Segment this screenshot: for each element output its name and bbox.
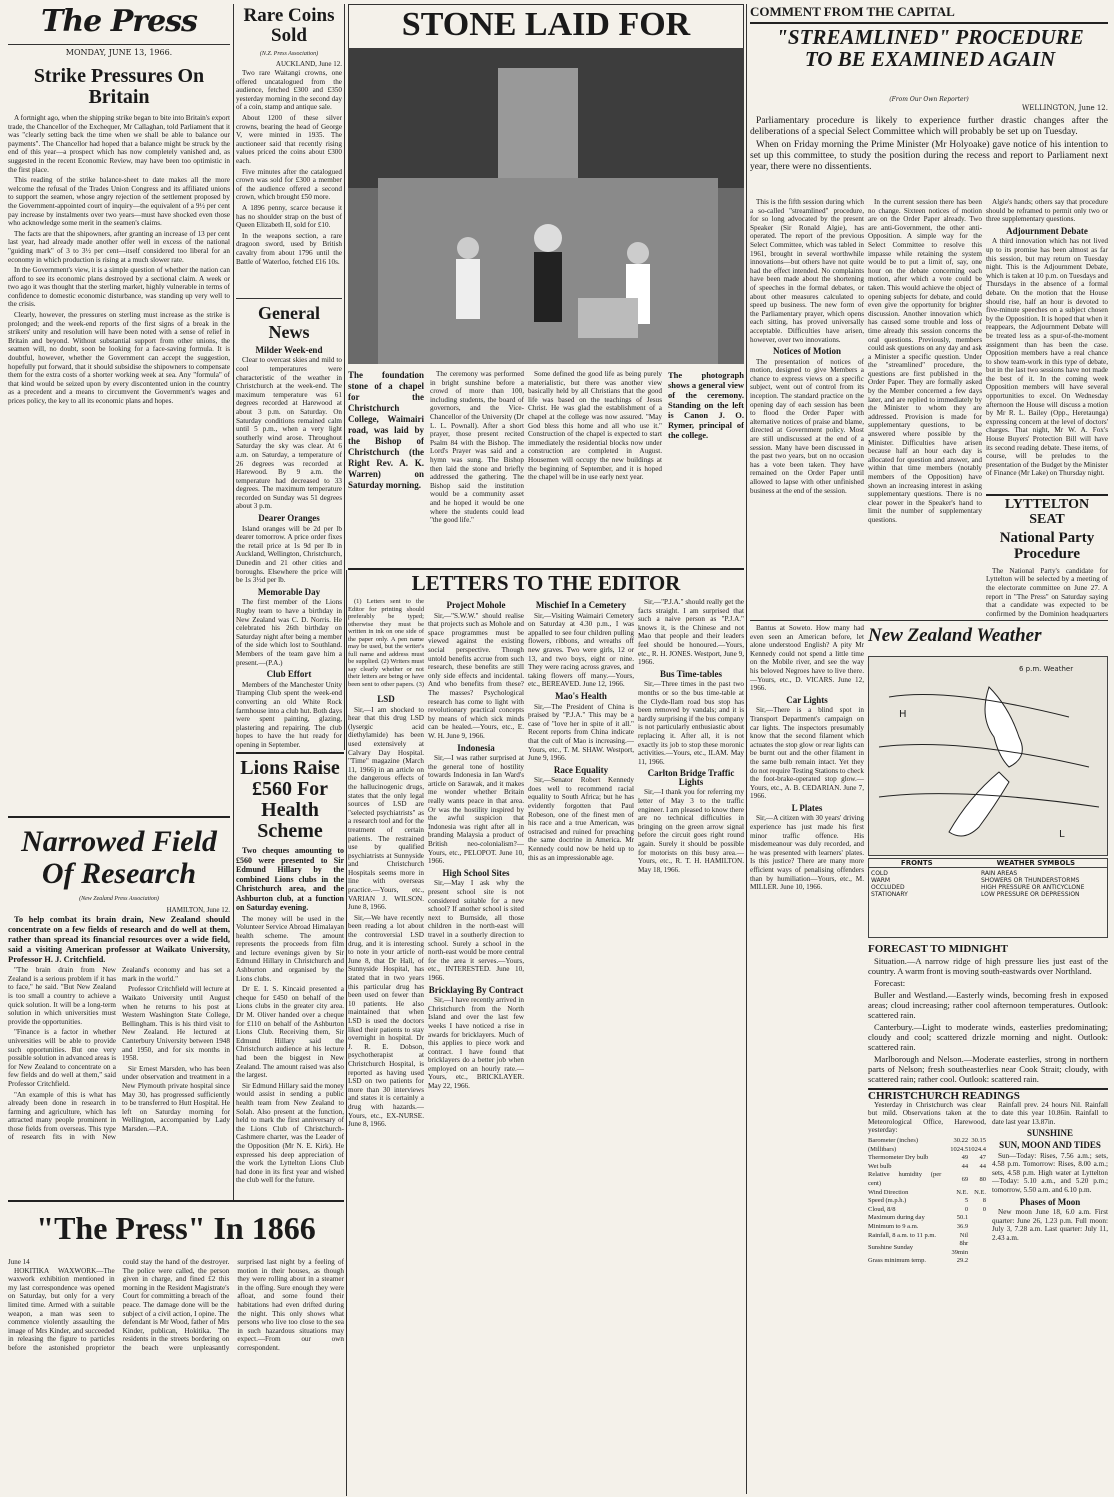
readings-row: [868, 1197, 986, 1206]
readings-row: [868, 1154, 986, 1163]
readings-cell: (Millibars): [868, 1145, 897, 1153]
letter-text: Sir,—We have recently been reading a lot about the controversial LSD drug, and it is interesting to note in your article of June 8, that Dr Hall, of Sunnyside Hospital, has stated that in two years this particular drug has been used on fewer than 10 patients. He also maintained that when LSD is used the doctors liked their patients to stay overnight in hospital. Dr J. R. E. Dobson, psychotherapist at Christchurch Hospital, is reported as having used LSD on two patients for more than 30 interviews and states it is certainly a drug with hazards.—Yours, etc., EX-NURSE. June 8, 1966.: [348, 913, 424, 1129]
readings-headline: CHRISTCHURCH READINGS: [868, 1092, 1020, 1102]
strike-para: Clearly, however, the pressures on sterling must increase as the strike is prolonged; and the week-end reports of the first signs of a break in the strikers' unity and resolution will have been noted with a sense of relief in Britain and beyond. Without substantial support from other unions, the seamen will, no doubt, soon be looking for a face-saving formula. It is doubtful, however, whether the Government can accept the suggestion, hopefully put forward, that it should subsidise the shipowners to compensate them for the extra costs of a shorter working week at sea. Any "formula" of that kind would be seized upon by every discontented union in the country as a precedent and a means to circumvent the Government's wages and prices policy, the key to all its economic plans and hopes.: [8, 311, 230, 405]
research-para: Professor Critchfield will lecture at Waikato University until August when he returns to his post at Western Washington State College, Bellingham. This is his third visit to New Zealand. He lectured at Canterbury University between 1948 and 1950, and for six months in 1958.: [122, 985, 230, 1063]
capital-dateline: WELLINGTON, June 12.: [1022, 104, 1108, 112]
coins-headline: Rare Coins Sold: [243, 5, 335, 46]
capital-credit: (From Our Own Reporter): [889, 96, 969, 103]
letter-text: Sir,—I have recently arrived in Christchurch from the North Island and over the last few weeks I have noticed a rise in awards for bricklayers. Much of this applies to piece work and contract. I have found that bricklayers do a better job when employed on an hourly rate.—Yours, etc., BRICKLAYER. May 22, 1966.: [428, 996, 524, 1091]
front-item: WARM: [871, 877, 891, 884]
front-item: STATIONARY: [871, 891, 908, 898]
capital-col2: [868, 198, 982, 618]
capital-text: Algie's hands; others say that procedure should be reframed to permit only two or three supplementary questions.: [986, 198, 1108, 224]
readings-row: [868, 1232, 986, 1241]
research-article: [8, 820, 230, 1196]
sun-text: Sun—Today: Rises, 7.56 a.m.; sets, 4.58 p.m. Tomorrow: Rises, 8.00 a.m.; sets, 4.58 p.m. High water at Lyttelton—Today: 5.10 a.m., and 5.20 p.m.; tomorrow, 5.50 a.m. and 6.10 p.m.: [992, 1151, 1108, 1194]
weather-symbols: [868, 858, 1108, 938]
press1866-headline: "The Press" In 1866: [36, 1210, 316, 1246]
strike-para: In the Government's view, it is a simple question of whether the nation can afford to see its economic plans destroyed by a sectional claim. A week or two ago it was thought that the sterling market, highly vulnerable in terms of confidence to domestic economic disturbance, was standing up very well to the crisis.: [8, 266, 230, 309]
strike-para: A fortnight ago, when the shipping strike began to bite into Britain's export trade, the Chancellor of the Exchequer, Mr Callaghan, told Parliament that it was "clearly setting back the time when we shall be able to balance our payments". The Chancellor had hoped that a balance might be struck by the end of this year—a prospect which has now completely vanished and, as suggested in the recent Economic Review, may have been too optimistic in the first place.: [8, 114, 230, 174]
capital-text: This is the fifth session during which a so-called "streamlined" procedure, for so long advocated by the present Speaker (Sir Ronald Algie), has operated. The report of the previous Select Committee, which was tabled in 1961, brought in several worthwhile innovations—but others have not quite had the effect intended. No complaints have been made about the shortening of speeches in the formal debates, or about other measures calculated to speed up business. The new form of the Parliamentary prayer, which opens each sitting, has proved universally acceptable. Difficulties have arisen, however, over two innovations.: [750, 198, 864, 344]
strike-para: The facts are that the shipowners, after granting an increase of 13 per cent last year, had already made another offer well in excess of the national "guiding mark" of 3 to 3½ per cent—itself considered too liberal for an economy in which production is rising at a much slower rate.: [8, 229, 230, 264]
news-item-title: Club Effort: [266, 669, 312, 680]
letter-text: Sir,—"P.J.A." should really get the facts straight. I am surprised that such a naive person as "P.J.A." knows it, is the Chinese and not Mao that people and their leaders feel should be honoured.—Yours, etc., R. H. JONES. Westport, June 9, 1966.: [638, 598, 744, 667]
readings-cell: Nil: [959, 1231, 969, 1239]
readings-cell: N.E.: [956, 1188, 969, 1196]
map-title: 6 p.m. Weather: [1019, 665, 1074, 673]
news-item-title: Memorable Day: [257, 586, 321, 597]
readings-row: [868, 1189, 986, 1198]
svg-text:H: H: [899, 709, 907, 720]
general-news: [236, 302, 342, 750]
weather-headline: New Zealand Weather: [868, 625, 1042, 646]
forecast-region: Buller and Westland.—Easterly winds, becoming fresh in exposed areas; cloud increasing; rather cool afternoon temperatures. Outlook: scattered rain.: [868, 990, 1108, 1020]
research-para: "The brain drain from New Zealand is a serious problem if it has to face," he said. "But New Zealand is too small a country to achieve a quick solution. It will be a long-term solution in which universities must provide the opportunities.: [8, 966, 116, 1026]
readings-table: [868, 1137, 986, 1266]
chapel-text: The ceremony was performed in bright sunshine before a crowd of more than 100, including students, the board of governors, and the Vice-Chancellor of the University (Dr L. L. Pownall). After a short prayer, those present recited Psalm 84 with the Bishop. The Lord's Prayer was said and a hymn was sung. The Bishop then laid the stone and briefly addressed the gathering. The Bishop said the institution would be a community asset and he hoped it would be one where the students could lead "the good life.": [430, 370, 524, 525]
chapel-photo-caption-text: The photograph shows a general view of the ceremony. Standing on the left is Canon J. O. Rymer, principal of the college.: [668, 370, 744, 440]
lyttelton-headline: National Party Procedure: [999, 530, 1095, 563]
lions-para: The money will be used in the Volunteer Service Abroad Himalayan health scheme. The amount represents the proceeds from film and lecture evenings given by Sir Edmund Hillary in Christchurch and Ashburton and organised by the Lions clubs.: [236, 914, 344, 983]
readings-cell: Minimum to 9 a.m.: [868, 1222, 919, 1230]
news-item-title: Milder Week-end: [255, 344, 323, 355]
coins-credit: (N.Z. Press Association): [259, 50, 319, 57]
forecast-region: Marlborough and Nelson.—Moderate easterlies, strong in northern parts of Nelson; fresh southeasterlies near Cook Strait; cloudy, with scattered rain; rather cool. Outlook: scattered rain.: [868, 1054, 1108, 1084]
coins-para: A 1896 penny, scarce because it has no shoulder strap on the bust of Queen Elizabeth II, sold for £10.: [236, 203, 342, 230]
letter-title: LSD: [377, 694, 395, 704]
readings-cell: Sunshine Sunday: [868, 1244, 913, 1252]
letter-title: High School Sites: [442, 867, 510, 878]
letter-title: L Plates: [791, 802, 823, 813]
research-headline: Narrowed Field Of Research: [21, 825, 217, 890]
capital-kicker: COMMENT FROM THE CAPITAL: [750, 4, 1108, 24]
phases-title: Phases of Moon: [1019, 1196, 1081, 1207]
readings-intro: Yesterday in Christchurch was clear but mild. Observations taken at the Meteorological Office, Harewood, yesterday:: [868, 1100, 986, 1135]
news-item-title: Dearer Oranges: [258, 513, 320, 524]
press1866-dateline: June 14: [8, 1258, 30, 1266]
forecast-region: Canterbury.—Light to moderate winds, easterlies predominating; cloudy and cool; scattered drizzle morning and night. Outlook: scattered rain.: [868, 1022, 1108, 1052]
readings-cell: Wet bulb: [868, 1162, 892, 1170]
symbol-item: SHOWERS OR THUNDERSTORMS: [981, 877, 1080, 884]
letter-text: Bantus at Soweto. How many had even seen an American before, let alone understood English? A pity Mr Kennedy could not spend a little time on the Mobile river, and see the way his beloved Negroes have to live there.—Yours, etc., D. VICARS. June 12, 1966.: [750, 624, 864, 693]
letter-title: Race Equality: [553, 764, 609, 775]
strike-para: This reading of the strike balance-sheet to date makes all the more welcome the refusal of the Trades Union Congress and its affiliated unions to support the seamen, whose angry rejection of the settlement proposed by the Government-appointed court of inquiry—the equivalent of a 9½ per cent pay increase by instalments over two years—must have shocked even those who acknowledge some merit in the seamen's claims.: [8, 176, 230, 228]
readings-row: [868, 1171, 986, 1188]
forecast: [868, 944, 1108, 1084]
readings-cell: 1024.5: [950, 1145, 969, 1153]
letter-title: Indonesia: [457, 742, 495, 753]
letters-rules: [348, 598, 424, 688]
chapel-text: Some defined the good life as being purely materialistic, but there was another view basically held by all Christians that the good life was based on the teachings of Jesus Christ. He was glad the establishment of a chapel at the college was now assured. "May God bless this home and all who use it." Construction of the chapel is expected to start immediately the residential blocks now under construction are completed in August. Housemen will occupy the new buildings at the beginning of September, and it is hoped the chapel will be in use early next year.: [528, 370, 662, 482]
readings-row: [868, 1257, 986, 1266]
phases-text: New moon June 18, 6.0 a.m. First quarter: June 26, 1.23 p.m. Full moon: July 3, 7.28 a.m. Last quarter: July 11, 2.43 a.m.: [992, 1208, 1108, 1242]
strike-article: [8, 62, 230, 814]
capital-col3: [986, 198, 1108, 492]
readings-cell: Rainfall, 8 a.m. to 11 p.m.: [868, 1231, 936, 1239]
symbol-item: HIGH PRESSURE OR ANTICYCLONE: [981, 884, 1085, 891]
lions-lead: Two cheques amounting to £560 were presented to Sir Edmund Hillary by the combined Lions clubs in the Christchurch area, and the Ashburton club, at a function on Saturday evening.: [236, 846, 344, 912]
front-item: COLD: [871, 870, 888, 877]
readings-cell: 47: [979, 1154, 986, 1162]
readings-cell: 44: [961, 1162, 969, 1170]
lyttelton-kicker: LYTTELTON SEAT: [1004, 498, 1090, 527]
chapel-caption: [348, 370, 424, 566]
chapel-ceremony-image: [348, 48, 744, 364]
readings-cell: 80: [979, 1175, 986, 1183]
chapel-col1: [430, 370, 524, 566]
capital-headline: "STREAMLINED" PROCEDURE TO BE EXAMINED AGAIN: [776, 25, 1084, 72]
masthead: [8, 4, 230, 60]
letter-text: Sir,—A citizen with 30 years' driving experience has just made his first minor traffic offence. His misdemeanour was duly recorded, and he was presented with learners' plates. Is this justice? There are many more efficient ways of penalising offenders than by humiliation—Yours, etc., M. MILLER. June 10, 1966.: [750, 814, 864, 892]
sunshine-title: SUNSHINE: [1026, 1128, 1073, 1139]
forecast-situation: Situation.—A narrow ridge of high pressure lies just east of the country. A warm front is moving south-eastwards over Northland.: [868, 956, 1108, 976]
readings-cell: 69: [961, 1175, 969, 1183]
readings-cell: [968, 1223, 986, 1232]
letters-block-left: [348, 692, 424, 1492]
readings-cell: [968, 1214, 986, 1223]
front-item: OCCLUDED: [871, 884, 905, 891]
svg-text:L: L: [1059, 829, 1065, 840]
chapel-caption-text: The foundation stone of a chapel for the Christchurch College, Waimairi road, was laid by the Bishop of Christchurch (the Right Rev. A. K. Warren) on Saturday morning.: [348, 370, 424, 490]
general-news-headline: General News: [258, 303, 320, 342]
letter-text: Sir,—Three times in the past two months or so the bus time-table at the Clyde-Ilam road bus stop has been removed by vandals; and it is hardly surprising if the bus company is not particularly enthusiastic about replacing it. After all, it is not exactly its job to stop these moronic activities.—Yours, etc., ILAM. May 11, 1966.: [638, 680, 744, 766]
readings-cell: 8: [982, 1197, 986, 1205]
letter-title: Mischief In a Cemetery: [535, 600, 627, 610]
strike-headline: Strike Pressures On Britain: [33, 65, 205, 108]
readings-row: [868, 1137, 986, 1146]
letter-text: Sir,—Senator Robert Kennedy does well to recommend racial equality to South Africa; but he has evidently forgotten that Paul Robeson, one of the finest men of his race and a true American, was ostracised and ruined for preaching the same doctrine in America. Mr Kennedy could now be held up to this as an impressionable age.: [528, 776, 634, 862]
readings-cell: 0: [964, 1205, 969, 1213]
research-credit: (New Zealand Press Association): [79, 896, 159, 902]
letters-block-3: [528, 598, 634, 1492]
letter-text: Sir,—The President of China is praised by "P.J.A." This may be a case of "love her in spite of it all." Recent reports from China indicate that the cult of Mao is increasing.—Yours, etc., T. M. SHAW. Westport, June 9, 1966.: [528, 702, 634, 763]
capital-text: In the current session there has been no change. Sixteen notices of motion are on the Order Paper already. Two are anti-Government, the other anti-Opposition. A simple way for the Select Committee to resolve this impasse while retaining the system would be to put a limit of, say, one hour on the debate concerning each motion, after which a vote could be taken. This would achieve the object of opening subjects for debate, and could even give the opportunity for brighter discussion. Another innovation which has caused some trouble and loss of time already this session concerns the oral questions. Previously, members could ask questions on any day and ask a Minister a specific question. Under the "streamlined" procedure, the questions are first published in the Order Paper. They are formally asked by the Member concerned a few days later, and are replied to immediately by the Minister to whom they are addressed. Provision is made for supplementary questions, to be answered where possible by the Minister. Difficulties have arisen because half an hour each day is allocated for question and answer, and within that time members (notably members of the Opposition) have shown an increasing interest in asking supplementary questions. There is no clear power in the Speaker's hand to limit the number of supplementary questions.: [868, 198, 982, 524]
letter-text: Sir,—I am shocked to hear that this drug LSD (lysergic acid diethylamide) has been used extensively at Calvary Day Hospital. "Time" magazine (March 11, 1966) in an article on the dangerous effects of the hallucinogenic drugs, states that the only legal sources of LSD are "selected psychiatrists" as a research tool and for the treatment of certain patients. The restrained use by qualified psychiatrists at Sunnyside and Christchurch Hospitals seems more in line with overseas practice.—Yours, etc., VARIAN J. WILSON. June 8, 1966.: [348, 705, 424, 912]
readings-cell: [968, 1232, 986, 1241]
symbols-label: WEATHER SYMBOLS: [996, 859, 1076, 867]
readings-cell: N.E.: [974, 1188, 986, 1196]
letter-title: Mao's Health: [555, 690, 607, 701]
research-para: Sir Ernest Marsden, who has been under observation and treatment in a New Plymouth private hospital since May 30, has progressed sufficiently to be transferred to Hutt Hospital. He left on Saturday morning for Wellington, accompanied by Lady Marsden.—P.A.: [122, 1064, 230, 1133]
sun-title: SUN, MOON AND TIDES: [999, 1139, 1101, 1150]
letter-text: Sir,—May I ask why the present school site is not considered suitable for a new school? If another school is sited next to Burnside, all those children in the north-east will travel in a southerly direction to school. Surely a school in the north-east would be more central for the area it serves.—Yours, etc., INTERESTED. June 10, 1966.: [428, 879, 524, 982]
weather-map: [868, 656, 1108, 856]
readings-cell: 0: [982, 1205, 986, 1213]
capital-text: The presentation of notices of motion, designed to give Members a chance to express views on a specific subject, went out of control from its inception. The standard practice on the opening day of each session has been to flood the Order Paper with alternative notices of praise and blame, directed at Government policy. Most are still undiscussed at the end of a session. Many have been discussed in the past two years, but on no occasion has a vote been taken. They have remained on the Order Paper until allowed to lapse with other unfinished business at the end of the session.: [750, 357, 864, 495]
readings-cell: 44: [979, 1162, 986, 1170]
capital-lead: [750, 116, 1108, 196]
nz-map-image: [869, 657, 1107, 855]
symbol-item: LOW PRESSURE OR DEPRESSION: [981, 891, 1080, 898]
research-lead: To help combat its brain drain, New Zealand should concentrate on a few fields of research and do well at them, rather than spread its financial resources over a wide field, said a visiting American professor at Waikato University, Professor H. J. Critchfield.: [8, 914, 230, 965]
readings-row: [868, 1223, 986, 1232]
chapel-col2: [528, 370, 662, 566]
lyttelton-article: [986, 498, 1108, 618]
readings-cell: 29.2: [956, 1257, 969, 1265]
readings-cell: 30.15: [971, 1136, 986, 1144]
chapel-headline: STONE LAID FOR: [348, 4, 744, 81]
letter-title: Bus Time-tables: [660, 668, 722, 679]
letter-title: Project Mohole: [446, 600, 506, 610]
coins-para: Two rare Waitangi crowns, one offered uncatalogued from the audience, fetched £300 and £350 yesterday morning in the second day of a coin, stamp and antique sale.: [236, 69, 342, 112]
capital-text: A third innovation which has not lived up to its promise has been almost as far this session, but may return on Tuesday night. This is the Adjournment Debate, which is taken at 10 p.m. on Tuesdays and Thursdays in the absence of a formal debate. On the motion that the House should rise, half an hour is devoted to five-minute speeches on a subject chosen by the Opposition. It is hoped that when it reappears, the Adjournment Debate will be treated less as a spur-of-the-moment assignment than has been the case. Opposition members have a real chance to show team-work in this type of debate, but in the last two sessions have not made the best of it. In the coming week Opposition members will have several opportunities to excel. On Wednesday afternoon the House will discuss a motion by Mr R. L. Bailey (Opp., Heretaunga) expressing concern at the level of doctors' charges. That night, Mr W. A. Fox's House Buyers' Protection Bill will have its second reading debate. These items, of course, will be preludes to the presentation of the Budget by the Minister of Finance (Mr Lake) on Thursday night.: [986, 237, 1108, 478]
letters-rules-text: (1) Letters sent to the Editor for printing should preferably be typed; otherwise they must be written in ink on one side of the paper only. A pen name may be used, but the writer's full name and address must be supplied. (2) Writers must say clearly whether or not their letters are being or have been sent to other papers. (3): [348, 598, 424, 688]
research-dateline: HAMILTON, June 12.: [166, 905, 230, 914]
readings: [868, 1092, 1108, 1494]
lions-headline: Lions Raise £560 For Health Scheme: [240, 757, 340, 842]
readings-row: [868, 1240, 986, 1257]
letter-title: Carlton Bridge Traffic Lights: [647, 768, 735, 787]
masthead-title: The Press: [41, 4, 197, 39]
readings-cell: Relative humidity (per cent): [868, 1171, 942, 1187]
coins-para: Five minutes after the catalogued crown was sold for £300 a member of the audience offered a second crown, which brought £50 more.: [236, 167, 342, 202]
readings-cell: Barometer (inches): [868, 1136, 918, 1144]
press1866-article: [8, 1258, 344, 1494]
readings-cell: 50.1: [956, 1214, 969, 1222]
readings-cell: 8hr 39min: [951, 1240, 969, 1256]
readings-cell: [968, 1257, 986, 1266]
news-item-text: Members of the Manchester Unity Tramping Club spent the week-end converting an old White Rock farmhouse into a club hut. Both days were spent painting, glazing, plastering and repairing. The club hopes to have the hut ready for opening in September.: [236, 680, 342, 749]
readings-row: [868, 1146, 986, 1155]
lions-para: Sir Edmund Hillary said the money would assist in sending a public health team from New Zealand to Solah. Also present at the function, held to mark the first anniversary of the Lions Club of Christchurch-Cashmere charter, was the Leader of the Opposition (Mr N. E. Kirk). He expressed his deep appreciation of the work the Lyttelton Lions Club had done in its first year and wished the club well for the future.: [236, 1081, 344, 1185]
coins-article: [236, 4, 342, 296]
readings-cell: Speed (m.p.h.): [868, 1197, 907, 1205]
news-item-text: Clear to overcast skies and mild to cool temperatures were characteristic of the weather in Christchurch at the week-end. The maximum temperature was 61 degrees recorded at Harewood at about 3 p.m. on Saturday. On Saturday conditions remained calm until 5 p.m., when a very light southerly wind arose. Throughout Saturday the sky was clear. At 6 a.m. on Saturday, a temperature of 26 degrees was recorded at Harewood. By 9 a.m. the temperature had decreased to 33 degrees. The maximum temperature recorded on Sunday was 51 degrees about 3 p.m.: [236, 356, 342, 511]
lions-para: Dr E. I. S. Kincaid presented a cheque for £450 on behalf of the Lions clubs in the greater city area. Dr M. Oliver handed over a cheque for £110 on behalf of the Ashburton Lions Club. Receiving them, Sir Edmund Hillary said the Christchurch audience at his lecture had been the biggest in New Zealand. The amount raised was also the largest.: [236, 985, 344, 1080]
letter-text: Sir,—I was rather surprised at the general tone of hostility towards Indonesia in Ian Ward's article on Sarawak, and it makes me wonder whether Britain really wants peace in that area. Or was the hostility inspired by the awful suspicion that Indonesia was right after all in branding Malaysia a product of British neo-colonialism?—Yours, etc., PELOPOT. June 10, 1966.: [428, 754, 524, 866]
letter-text: Sir,—There is a blind spot in Transport Department's campaign on car lights. The inspectors presumably know that the second filament which actuates the stop glow or rear lights can be burnt out and the other filament in the same bulb remain intact. Yet they do not require Testing Stations to check the foot-brake-operated stop glow.—Yours, etc., A. B. CEDARIAN. June 7, 1966.: [750, 706, 864, 801]
letter-text: Sir,—Visiting Waimairi Cemetery on Saturday at 4.30 p.m., I was appalled to see four children pulling flowers, ribbons, and wreaths off new graves. Two were girls, 12 or 13, and two boys, eight or nine. They were racing across graves, and taking flowers off many.—Yours, etc., BEREAVED. June 12, 1966.: [528, 611, 634, 689]
readings-cell: Maximum during day: [868, 1214, 925, 1222]
capital-subhead: Notices of Motion: [773, 346, 841, 357]
letter-text: Sir,—I thank you for referring my letter of May 3 to the traffic engineer. I am pleased to know there are no technical difficulties in bringing on the green arrow signal before the circuit goes right round again. Surely it should be possible for motorists on this busy area.—Yours, etc., R. T. H. HAMILTON. May 18, 1966.: [638, 788, 744, 874]
readings-cell: 5: [964, 1197, 969, 1205]
capital-lead2-text: When on Friday morning the Prime Minister (Mr Holyoake) gave notice of his intention to set up this committee, to study the position during the recess and report to Parliament next year, there were no dissentients.: [750, 140, 1108, 172]
forecast-label: Forecast:: [874, 978, 906, 988]
readings-cell: 1024.4: [968, 1145, 986, 1153]
coins-para: About 1200 of these silver crowns, bearing the head of George V, were minted in 1935. The auctioneer said that recently rising values priced the coins about £300 each.: [236, 114, 342, 165]
letter-title: Car Lights: [786, 694, 828, 705]
letters-right-col: [750, 624, 864, 1494]
lions-article: [236, 756, 344, 1196]
capital-lead-text: Parliamentary procedure is likely to experience further drastic changes after the deliberations of a special Select Committee which will probably be set up on Tuesday.: [750, 116, 1108, 137]
readings-cell: Grass minimum temp.: [868, 1257, 926, 1265]
readings-cell: 36.9: [956, 1222, 969, 1230]
letters-block-2: [428, 598, 524, 1492]
readings-cell: 49: [961, 1154, 969, 1162]
forecast-title: FORECAST TO MIDNIGHT: [868, 944, 1008, 955]
readings-cell: Thermometer Dry bulb: [868, 1154, 929, 1162]
symbol-item: RAIN AREAS: [981, 870, 1018, 877]
letter-text: Sir,—"S.W.W." should realise that projects such as Mohole and space programmes must be viewed against the existing social perspective. Though untold benefits accrue from such research, these benefits are still only side effects and incidental. And who benefits from these? The masses? Psychological research has come to light with revolutionary practical concepts by means of which sick minds can be healed.—Yours, etc., E. W. H. June 9, 1966.: [428, 611, 524, 740]
readings-cell: Cloud, 8/8: [868, 1205, 896, 1213]
news-item-text: The first member of the Lions Rugby team to have a birthday in New Zealand was C. D. Norris. He celebrated his 26th birthday on Saturday night after being a member of the side which lost to Southland. Members of the team gave him a present.—(P.A.): [236, 598, 342, 667]
chapel-photo-caption: [668, 370, 744, 566]
readings-cell: [968, 1240, 986, 1257]
letter-title: Bricklaying By Contract: [428, 984, 524, 995]
fronts-label: FRONTS: [900, 859, 933, 867]
capital-col1: [750, 198, 864, 618]
readings-cell: 30.22: [953, 1136, 969, 1144]
capital-subhead: Adjournment Debate: [1006, 225, 1088, 236]
letters-block-4: [638, 598, 744, 1492]
coins-para: In the weapons section, a rare dragoon sword, used by British cavalry from about 1796 until the Battle of Waterloo, fetched £16 10s.: [236, 231, 342, 266]
readings-row: [868, 1163, 986, 1172]
readings-row: [868, 1206, 986, 1215]
coins-dateline: AUCKLAND, June 12.: [275, 60, 342, 69]
research-para: "Finance is a factor in whether universities will be able to provide such opportunities. But one very possible solution in advanced areas is for New Zealand to concentrate on a few fields and do well at them," said Professor Critchfield.: [8, 1028, 116, 1088]
research-para: "An example of this is what has already been done in research in farming and agriculture, which has attracted many people prominent in those fields from overseas. This type of research fits in with New Zealand's economy and has set a mark in the world.": [8, 966, 230, 1142]
readings-cell: Wind Direction: [868, 1188, 909, 1196]
lyttelton-text: The National Party's candidate for Lyttelton will be selected by a meeting of the electorate committee on June 27. A report in "The Press" on Saturday saying that a candidate was expected to be confirmed by the Dominion headquarters: [986, 566, 1108, 618]
readings-rainfall: Rainfall prev. 24 hours Nil. Rainfall to date this year 10.86in. Rainfall to date last year 13.87in.: [992, 1100, 1108, 1126]
chapel-photo: [348, 48, 744, 364]
masthead-date: MONDAY, JUNE 13, 1966.: [65, 48, 173, 57]
press1866-text: HOKITIKA WAXWORK—The waxwork exhibition mentioned in my last correspondence was opened on Saturday, but only for a very limited time. Armed with a suitable weapon, a man was seen to commence violently assaulting the image of Mrs Kinder, and succeeded in releasing the figure to particles before the astonished proprietor could stay the hand of the destroyer. The police were called, the person given in charge, and fined £2 this morning in the Resident Magistrate's Court for committing a breach of the peace. The damage done will be the subject of a civil action, I opine. The defendant is Mr Wood, father of Mrs Kinder, publican, Hokitika. The residents in the streets bordering on the beach were unpleasantly surprised last night by a feeling of motion in their houses, as though they were rolling about in a steamer in the offing. Sure enough they were afloat, and some found their habitations had even drifted during the night. This only shows what persons who live too close to the sea in such hazardous situations may expect.—From our own correspondent.: [8, 1258, 344, 1352]
news-item-text: Island oranges will be 2d per lb dearer tomorrow. A price order fixes the retail price at 1s 9d per lb in Auckland, Wellington, Christchurch, Dunedin and 21 other cities and boroughs. Elsewhere the price will be 1s 3½d per lb.: [236, 524, 342, 585]
readings-row: [868, 1214, 986, 1223]
letters-headline: LETTERS TO THE EDITOR: [411, 571, 681, 595]
